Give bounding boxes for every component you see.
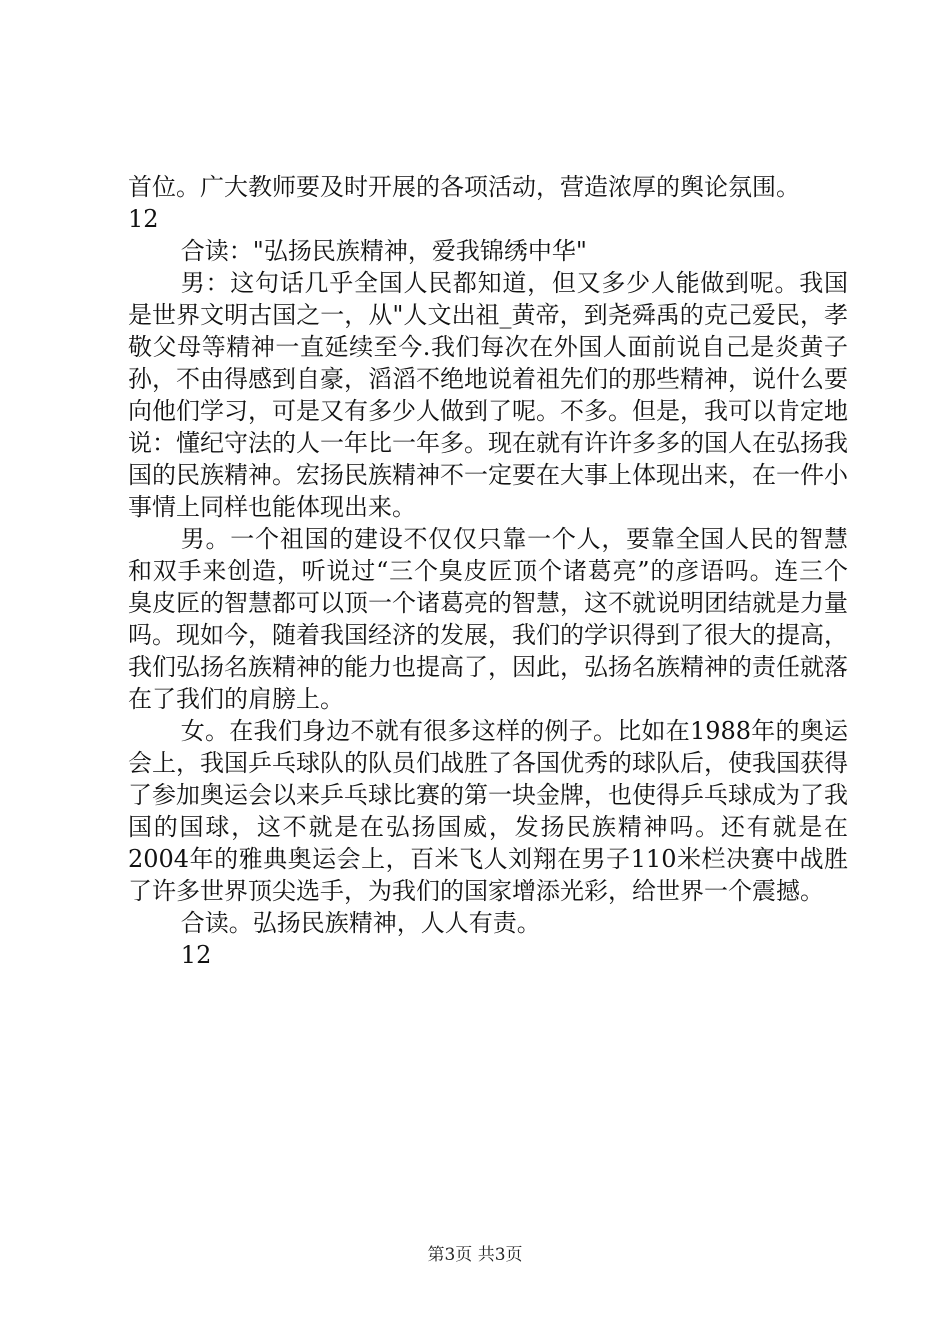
paragraph-chorus-closing: 合读。弘扬民族精神，人人有责。 bbox=[180, 909, 541, 937]
paragraph-male-1: 男：这句话几乎全国人民都知道，但又多少人能做到呢。我国是世界文明古国之一，从"人文出祖_黄帝，到尧舜禹的克己爱民，孝敬父母等精神一直延续至今.我们每次在外国人面前说自己是炎黄子孙，不由得感到自豪，滔滔不绝地说着祖先们的那些精神，说什么要向他们学习，可是又有多少人做到了呢。不多。但是，我可以肯定地说：懂纪守法的人一年比一年多。现在就有许许多多的国人在弘扬我国的民族精神。宏扬民族精神不一定要在大事上体现出来，在一件小事情上同样也能体现出来。 bbox=[128, 269, 848, 521]
page-footer: 第3页 共3页 bbox=[427, 1245, 523, 1265]
document-body bbox=[128, 171, 848, 971]
page-number-marker-end: 12 bbox=[180, 941, 212, 969]
paragraph-female: 女。在我们身边不就有很多这样的例子。比如在1988年的奥运会上，我国乒乓球队的队员们战胜了各国优秀的球队后，使我国获得了参加奥运会以来乒乓球比赛的第一块金牌，也使得乒乓球成为了我国的国球，这不就是在弘扬国威，发扬民族精神吗。还有就是在2004年的雅典奥运会上，百米飞人刘翔在男子110米栏决赛中战胜了许多世界顶尖选手，为我们的国家增添光彩，给世界一个震撼。 bbox=[128, 717, 848, 905]
paragraph-opening: 首位。广大教师要及时开展的各项活动，营造浓厚的舆论氛围。 bbox=[128, 173, 800, 201]
paragraph-chorus-title: 合读："弘扬民族精神，爱我锦绣中华" bbox=[180, 237, 587, 265]
paragraph-male-2: 男。一个祖国的建设不仅仅只靠一个人，要靠全国人民的智慧和双手来创造，听说过“三个臭皮匠顶个诸葛亮”的彦语吗。连三个臭皮匠的智慧都可以顶一个诸葛亮的智慧，这不就说明团结就是力量吗。现如今，随着我国经济的发展，我们的学识得到了很大的提高，我们弘扬名族精神的能力也提高了，因此，弘扬名族精神的责任就落在了我们的肩膀上。 bbox=[128, 525, 848, 713]
page-number-marker: 12 bbox=[128, 205, 159, 233]
